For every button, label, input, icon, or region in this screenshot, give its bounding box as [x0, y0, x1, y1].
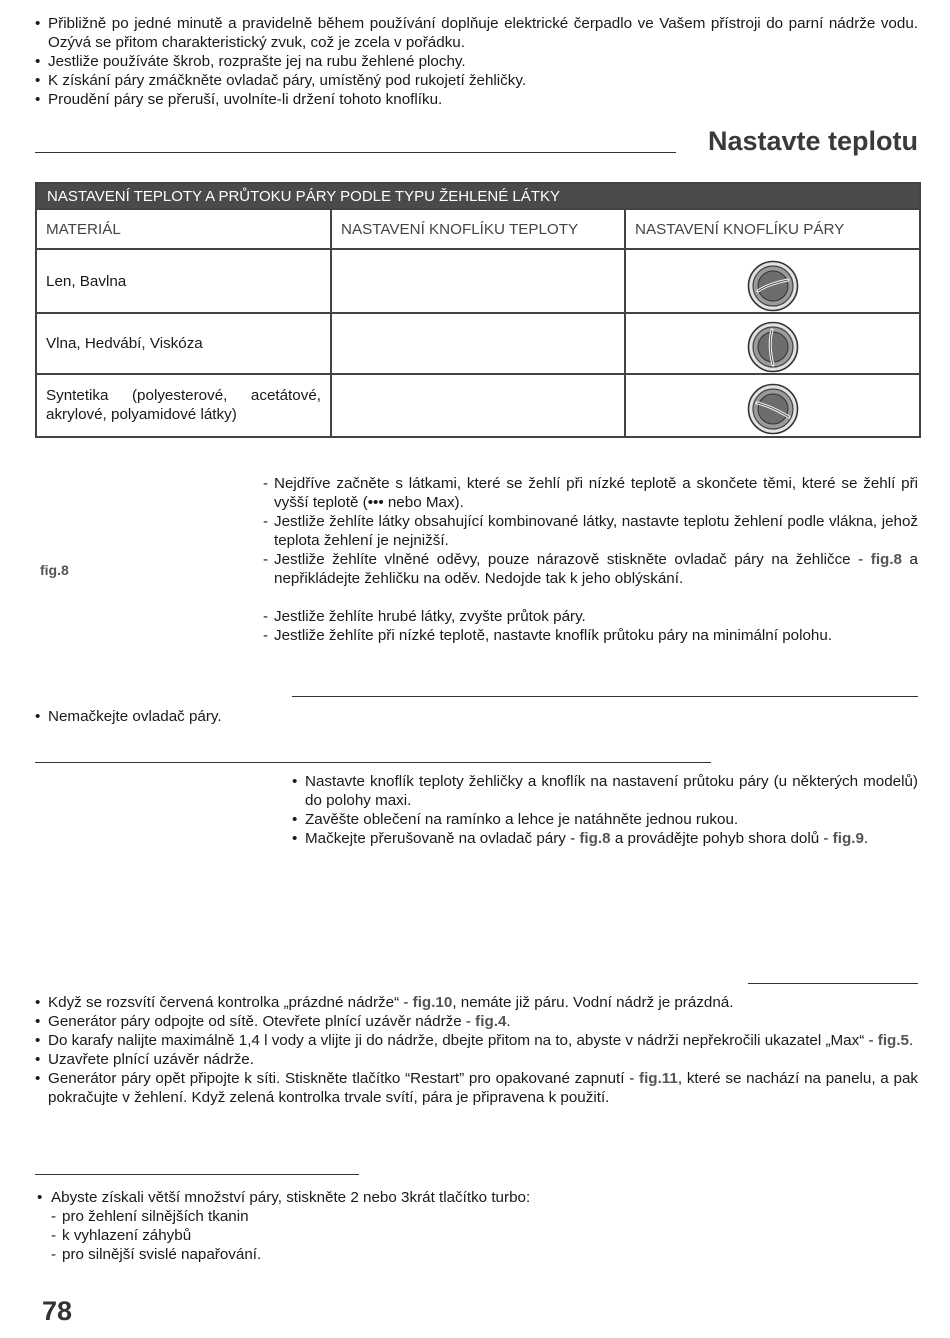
- table-row: [36, 249, 920, 313]
- dry-bullet-list: [35, 707, 535, 726]
- list-item: • Nastavte knoflík teploty žehličky a knoflík na nastavení průtoku páry (u některých modelů) do polohy maxi.: [292, 772, 918, 810]
- list-item: • Nemačkejte ovladač páry.: [35, 707, 535, 726]
- fig-ref: fig.4: [475, 1013, 507, 1030]
- list-item: • Proudění páry se přeruší, uvolníte-li držení tohoto knoflíku.: [35, 90, 918, 109]
- list-item: - Jestliže žehlíte při nízké teplotě, nastavte knoflík průtoku páry na minimální polohu.: [263, 626, 918, 645]
- fig-ref: fig.8: [870, 551, 903, 568]
- vertical-steam-list: [292, 772, 918, 848]
- fig-ref: fig.5: [877, 1032, 910, 1049]
- low-steam-knob-icon: [747, 383, 799, 435]
- steam-cell: [625, 313, 920, 374]
- refill-list: [35, 993, 918, 1107]
- settings-table: [35, 182, 921, 438]
- list-item: - Jestliže žehlíte hrubé látky, zvyšte průtok páry.: [263, 607, 918, 626]
- table-row: [36, 374, 920, 437]
- fig8-label: fig.8: [40, 562, 69, 578]
- top-bullet-list: [35, 14, 918, 109]
- list-item: • Generátor páry opět připojte k síti. Stiskněte tlačítko “Restart” pro opakované zapnutí - fig.11, které se nachází na panelu, a pak pokračujte v žehlení. Když zelená kontrolka trvale svítí, pára je připravena k použití.: [35, 1069, 918, 1107]
- list-item: • Uzavřete plnící uzávěr nádrže.: [35, 1050, 918, 1069]
- list-item: • Mačkejte přerušovaně na ovladač páry - fig.8 a provádějte pohyb shora dolů - fig.9.: [292, 829, 918, 848]
- list-item: - pro žehlení silnějších tkanin: [51, 1207, 737, 1226]
- material-cell: Vlna, Hedvábí, Viskóza: [36, 313, 331, 374]
- medium-steam-knob-icon: [747, 321, 799, 373]
- list-item: • Abyste získali větší množství páry, stiskněte 2 nebo 3krát tlačítko turbo:: [37, 1188, 737, 1207]
- list-item: • Generátor páry odpojte od sítě. Otevřete plnící uzávěr nádrže - fig.4.: [35, 1012, 918, 1031]
- table-row: [36, 313, 920, 374]
- list-item: - Jestliže žehlíte vlněné oděvy, pouze nárazově stiskněte ovladač páry na žehličce - fig.8 a nepřikládejte žehličku na oděv. Nedojde tak k jeho oblýskání.: [263, 550, 918, 588]
- steam-cell: [625, 249, 920, 313]
- header-steam: NASTAVENÍ KNOFLÍKU PÁRY: [625, 209, 920, 249]
- fig-ref: fig.9: [832, 830, 864, 847]
- title-rule: [35, 152, 676, 153]
- list-item: - Jestliže žehlíte látky obsahující kombinované látky, nastavte teplotu žehlení podle vlákna, jehož teplota žehlení je nejnižší.: [263, 512, 918, 550]
- fig-ref: fig.8: [579, 830, 611, 847]
- list-item: - Nejdříve začněte s látkami, které se žehlí při nízké teplotě a skončete těmi, které se žehlí při vyšší teplotě (••• nebo Max).: [263, 474, 918, 512]
- temperature-cell: [331, 313, 625, 374]
- list-item: • Když se rozsvítí červená kontrolka „prázdné nádrže“ - fig.10, nemáte již páru. Vodní nádrž je prázdná.: [35, 993, 918, 1012]
- temperature-cell: [331, 374, 625, 437]
- list-item: • Přibližně po jedné minutě a pravidelně během používání doplňuje elektrické čerpadlo ve Vašem přístroji do parní nádrže vodu. Ozývá se přitom charakteristický zvuk, což je zcela v pořádku.: [35, 14, 918, 52]
- temperature-cell: [331, 249, 625, 313]
- material-cell: Syntetika (polyesterové, acetátové, akrylové, polyamidové látky): [36, 374, 331, 437]
- page-number: 78: [42, 1296, 73, 1326]
- fig-ref: fig.11: [639, 1070, 678, 1087]
- temperature-tips: [263, 474, 918, 645]
- list-item: • Jestliže používáte škrob, rozprašte jej na rubu žehlené plochy.: [35, 52, 918, 71]
- list-item: - pro silnější svislé napařování.: [51, 1245, 737, 1264]
- list-item: • Do karafy nalijte maximálně 1,4 l vody a vlijte ji do nádrže, dbejte přitom na to, abyste v nádrži nepřekročili ukazatel „Max“ - fig.5.: [35, 1031, 918, 1050]
- section-rule: [748, 983, 918, 984]
- turbo-section: [37, 1188, 737, 1264]
- material-cell: Len, Bavlna: [36, 249, 331, 313]
- section-rule: [35, 1174, 359, 1175]
- list-item: • Zavěšte oblečení na ramínko a lehce je natáhněte jednou rukou.: [292, 810, 918, 829]
- section-rule: [292, 696, 918, 697]
- fig-ref: fig.10: [412, 994, 453, 1011]
- table-caption: NASTAVENÍ TEPLOTY A PRŮTOKU PÁRY PODLE TYPU ŽEHLENÉ LÁTKY: [36, 183, 920, 209]
- steam-cell: [625, 374, 920, 437]
- list-item: • K získání páry zmáčkněte ovladač páry, umístěný pod rukojetí žehličky.: [35, 71, 918, 90]
- header-material: MATERIÁL: [36, 209, 331, 249]
- section-title: Nastavte teplotu: [707, 126, 918, 156]
- list-item: - k vyhlazení záhybů: [51, 1226, 737, 1245]
- header-temperature: NASTAVENÍ KNOFLÍKU TEPLOTY: [331, 209, 625, 249]
- section-rule: [35, 762, 711, 763]
- high-steam-knob-icon: [747, 260, 799, 312]
